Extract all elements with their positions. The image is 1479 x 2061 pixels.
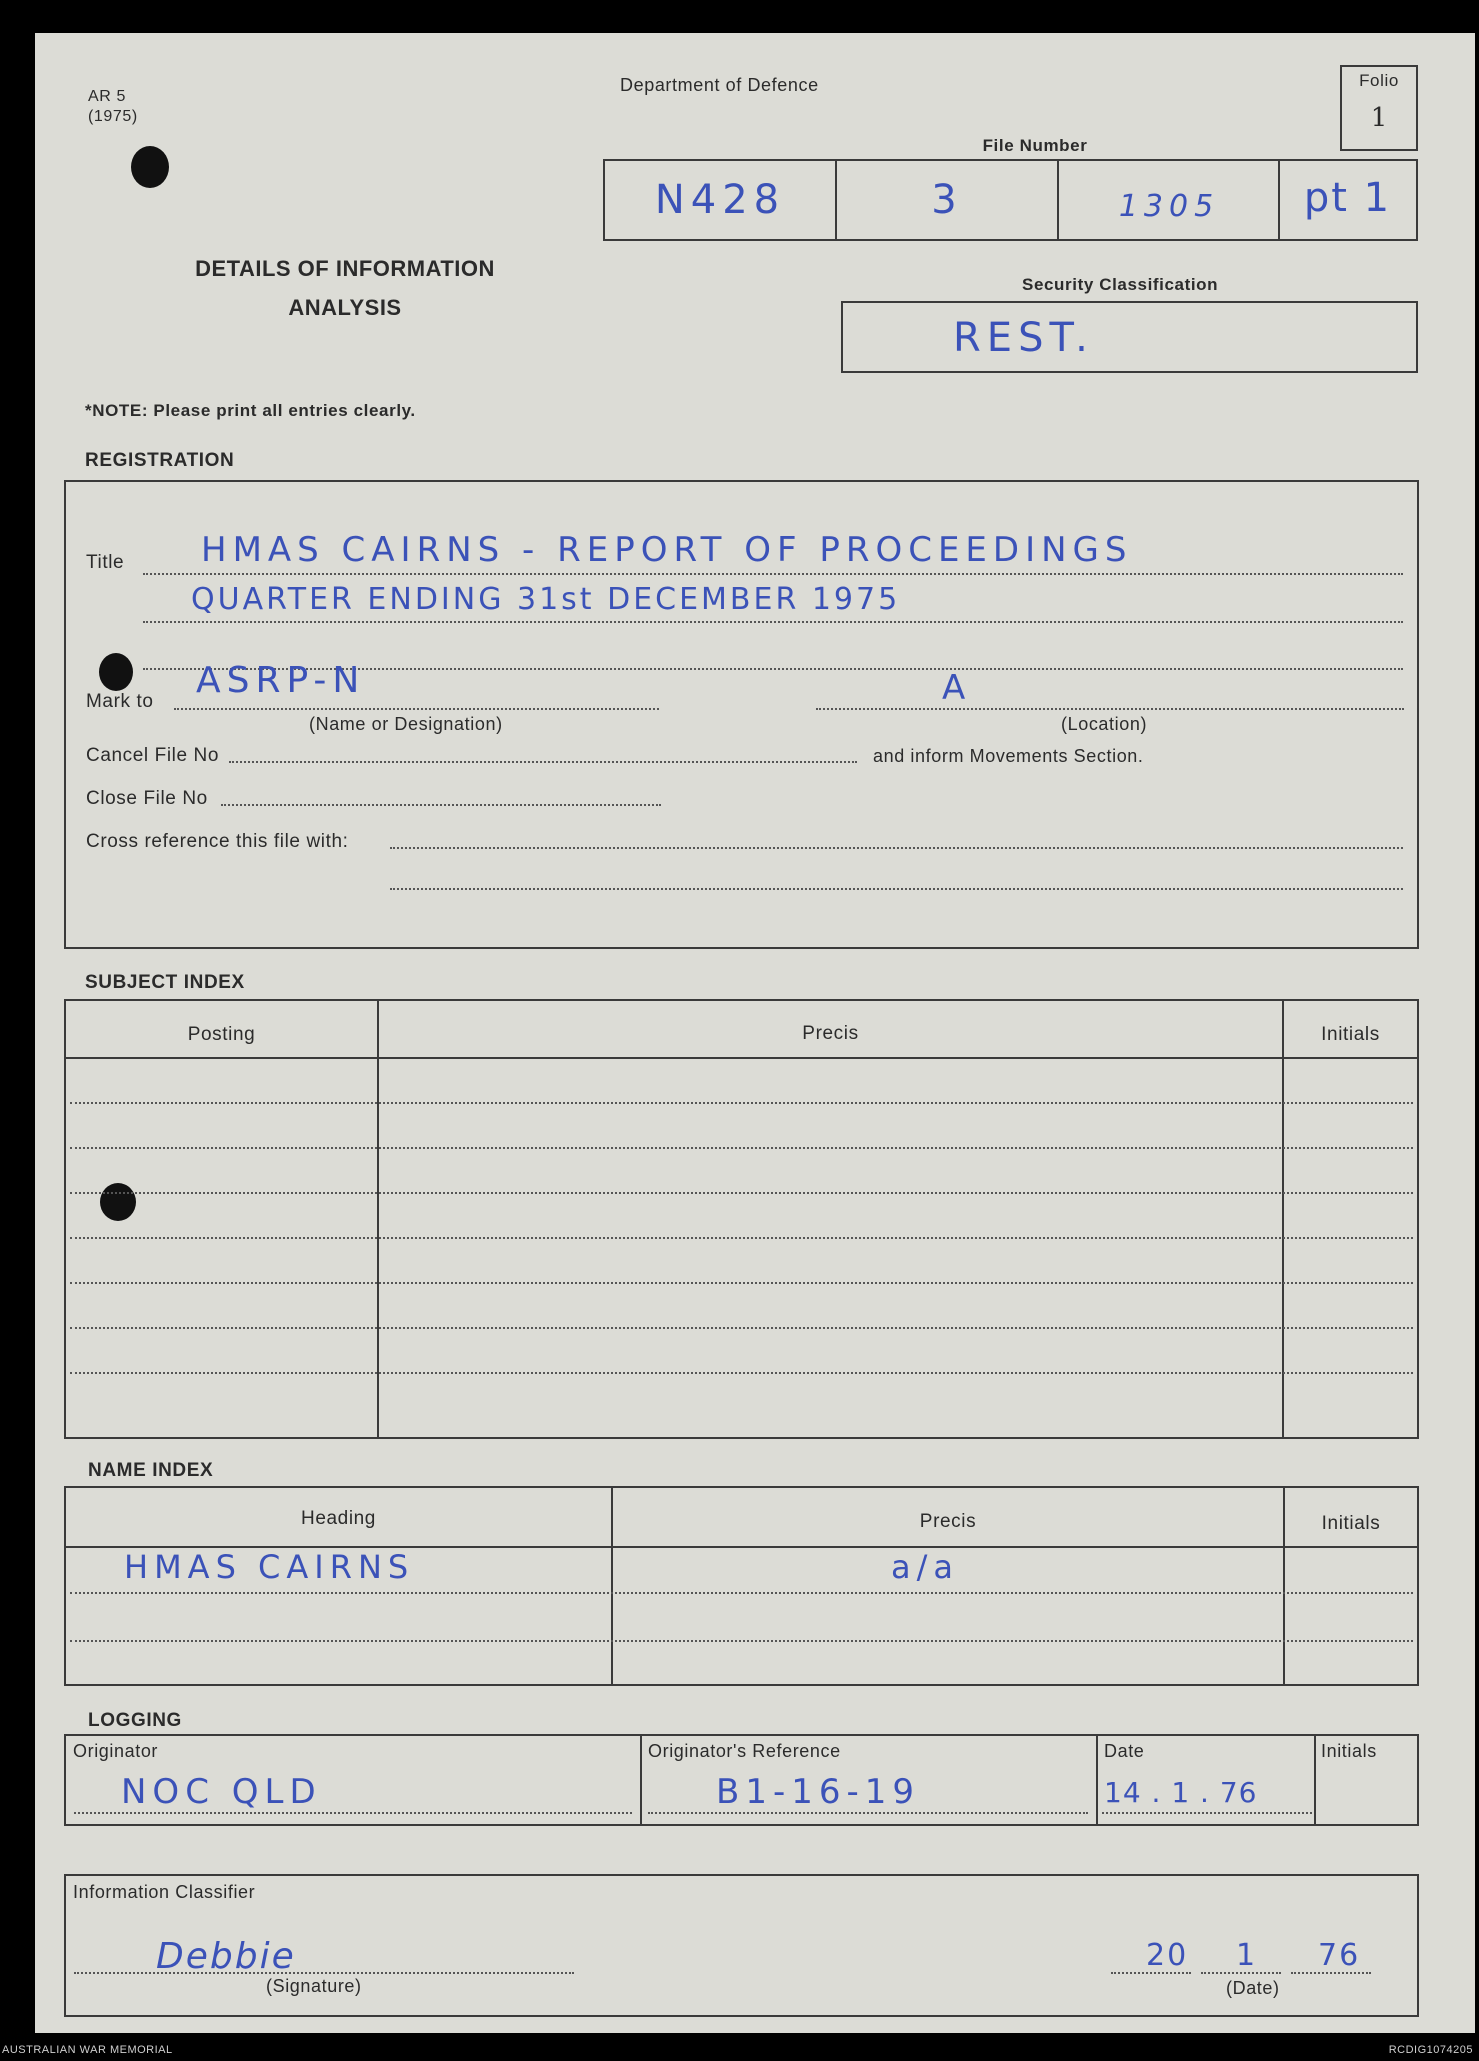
mark-to-location-caption: (Location) xyxy=(1061,714,1148,734)
subject-col-posting: Posting xyxy=(187,1024,256,1045)
originator-value: NOC QLD xyxy=(121,1772,322,1812)
form-title-line-1: DETAILS OF INFORMATION xyxy=(195,256,495,281)
file-number-part-1: N428 xyxy=(654,177,786,223)
subject-col-precis: Precis xyxy=(802,1023,859,1044)
subject-index-heading: SUBJECT INDEX xyxy=(85,972,245,993)
classifier-date-month: 1 xyxy=(1236,1938,1262,1973)
name-row-precis-value: a/a xyxy=(891,1548,959,1586)
mark-to-label: Mark to xyxy=(86,691,154,712)
form-page xyxy=(35,33,1475,2033)
title-value-line-2: QUARTER ENDING 31st DECEMBER 1975 xyxy=(191,582,901,617)
registration-section xyxy=(64,480,1419,949)
form-title-line-2: ANALYSIS xyxy=(288,295,402,320)
security-classification-box xyxy=(841,301,1418,373)
name-index-table xyxy=(64,1486,1419,1686)
information-classifier-section xyxy=(64,1874,1419,2017)
title-value-line-1: HMAS CAIRNS - REPORT OF PROCEEDINGS xyxy=(201,530,1133,570)
file-number-part-4: pt 1 xyxy=(1303,175,1392,221)
mark-to-location-value: A xyxy=(942,668,972,708)
logging-initials-label: Initials xyxy=(1321,1741,1377,1761)
close-file-label: Close File No xyxy=(86,788,208,809)
subject-index-table xyxy=(64,999,1419,1439)
form-year: (1975) xyxy=(88,108,138,125)
punch-hole xyxy=(131,146,169,188)
originator-reference-label: Originator's Reference xyxy=(648,1741,841,1761)
logging-table xyxy=(64,1734,1419,1826)
name-col-precis: Precis xyxy=(919,1511,977,1532)
title-label: Title xyxy=(86,552,125,573)
classifier-date-year: 76 xyxy=(1318,1938,1361,1973)
archive-credit: AUSTRALIAN WAR MEMORIAL xyxy=(2,2044,173,2056)
cancel-file-suffix: and inform Movements Section. xyxy=(873,746,1144,766)
folio-value: 1 xyxy=(1370,103,1388,133)
name-index-heading: NAME INDEX xyxy=(88,1460,214,1481)
classifier-signature-value: Debbie xyxy=(156,1936,296,1977)
security-classification-label: Security Classification xyxy=(1022,275,1219,294)
originator-label: Originator xyxy=(73,1741,159,1761)
name-col-heading: Heading xyxy=(301,1508,376,1529)
file-number-part-2: 3 xyxy=(931,177,963,223)
date-caption: (Date) xyxy=(1226,1978,1280,1998)
department-name: Department of Defence xyxy=(620,75,819,95)
date-label: Date xyxy=(1104,1741,1145,1761)
print-clearly-note: *NOTE: Please print all entries clearly. xyxy=(85,401,416,420)
cancel-file-label: Cancel File No xyxy=(86,745,220,766)
originator-reference-value: B1-16-19 xyxy=(716,1772,921,1812)
cross-reference-label: Cross reference this file with: xyxy=(86,831,349,852)
logging-heading: LOGGING xyxy=(88,1710,182,1731)
date-value: 14 . 1 . 76 xyxy=(1104,1776,1258,1809)
signature-caption: (Signature) xyxy=(266,1976,362,1996)
mark-to-value: ASRP-N xyxy=(196,660,366,701)
information-classifier-label: Information Classifier xyxy=(73,1882,256,1902)
file-number-box xyxy=(603,159,1418,241)
mark-to-name-caption: (Name or Designation) xyxy=(309,714,503,734)
folio-box xyxy=(1340,65,1418,151)
name-col-initials: Initials xyxy=(1321,1513,1381,1534)
classifier-date-day: 20 xyxy=(1146,1938,1189,1973)
file-number-part-3: 1305 xyxy=(1118,189,1220,224)
file-number-label: File Number xyxy=(982,136,1088,155)
subject-col-initials: Initials xyxy=(1321,1024,1380,1045)
folio-label: Folio xyxy=(1359,71,1399,90)
security-classification-value: REST. xyxy=(953,315,1094,361)
registration-heading: REGISTRATION xyxy=(85,450,235,471)
form-code: AR 5 xyxy=(88,88,126,105)
name-row-heading-value: HMAS CAIRNS xyxy=(124,1548,415,1586)
archive-reference: RCDIG1074205 xyxy=(1388,2044,1473,2056)
